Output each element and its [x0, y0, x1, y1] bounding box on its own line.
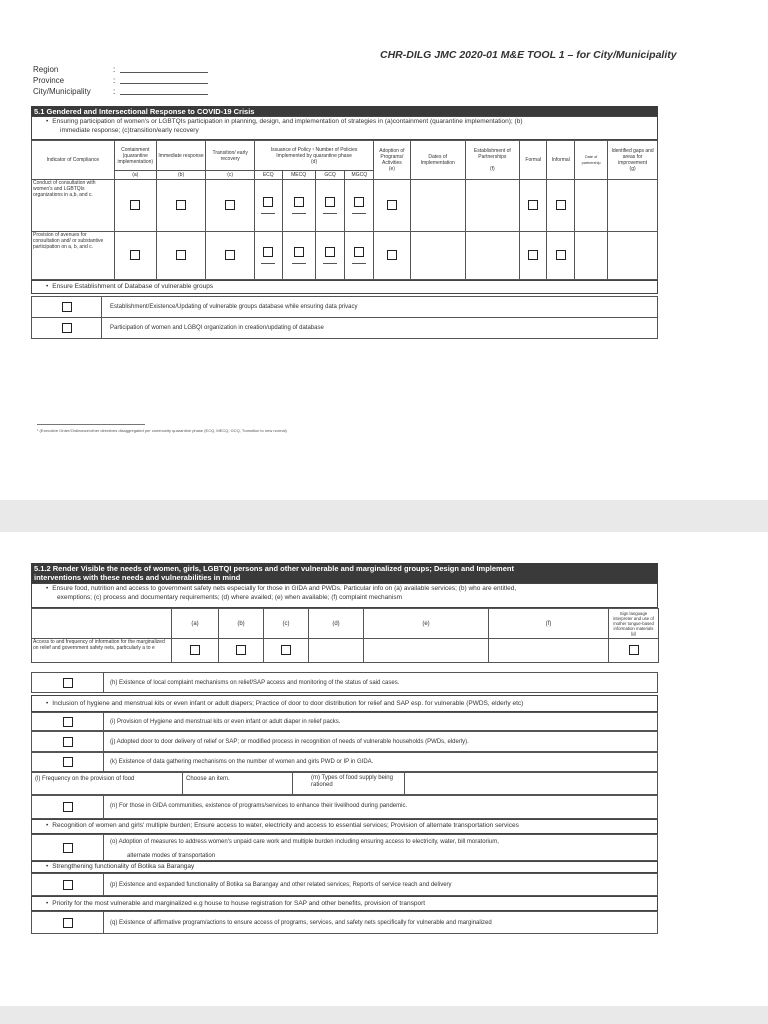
cell [374, 180, 410, 232]
city-field[interactable] [120, 94, 208, 95]
checkbox[interactable] [387, 250, 397, 260]
section-title-line2: interventions with these needs and vulnerabilities in mind [34, 573, 241, 582]
checkbox[interactable] [629, 645, 639, 655]
cell [519, 180, 547, 232]
form-page-1 [0, 0, 768, 500]
cell [547, 180, 575, 232]
checkbox[interactable] [63, 843, 73, 853]
header-adoption-letter: (e) [388, 166, 395, 172]
checkbox[interactable] [63, 678, 73, 688]
food-info-table [31, 608, 659, 663]
cell [156, 232, 206, 280]
item-o-text: (o) Adoption of measures to address women's unpaid care work and multiple burden including ensuring access to electricity, water, bill moratorium, [110, 839, 499, 845]
checkbox[interactable] [556, 250, 566, 260]
item-i-text: (i) Provision of Hygiene and menstrual kits or even infant or adult diaper in relief packs. [110, 719, 341, 725]
checkbox[interactable] [63, 757, 73, 767]
checklist-item-q [31, 911, 658, 934]
checkbox-cell [32, 732, 104, 751]
row-label-avenues: Provision of avenues for consultation and/ or substantive participation on a, b, and c. [32, 232, 115, 280]
header-date-partnership: Date of partnership [575, 141, 608, 180]
section-title [31, 563, 658, 583]
header-e: (e) [364, 609, 489, 639]
cell [206, 180, 255, 232]
form-page-2 [0, 532, 768, 1006]
database-item [31, 317, 658, 339]
cell [172, 639, 219, 663]
checkbox[interactable] [294, 197, 304, 207]
header-immediate: Immediate response [156, 141, 206, 171]
cell [254, 180, 282, 232]
table-row [32, 180, 658, 232]
checkbox[interactable] [130, 250, 140, 260]
checkbox[interactable] [63, 802, 73, 812]
checkbox-cell [32, 874, 104, 895]
m-label: (m) Types of food supply being rationed [292, 773, 402, 794]
table-row [32, 639, 659, 663]
header-partnerships-text: Establishment of Partnerships [473, 148, 511, 160]
checkbox[interactable] [325, 247, 335, 257]
cell [345, 232, 374, 280]
cell [206, 232, 255, 280]
checklist-item-i [31, 712, 658, 731]
header-gaps-text: Identified gaps and areas for improvement [611, 148, 654, 166]
compliance-table [31, 140, 658, 280]
checkbox[interactable] [176, 250, 186, 260]
header-policy [254, 141, 373, 171]
header-policy-letter: (d) [311, 158, 318, 165]
checkbox[interactable] [325, 197, 335, 207]
checkbox-cell [32, 673, 104, 692]
header-informal: Informal [547, 141, 575, 180]
checklist-item-o [31, 834, 658, 861]
checklist-item-p [31, 873, 658, 896]
checkbox[interactable] [225, 200, 235, 210]
checkbox[interactable] [354, 197, 364, 207]
database-item [31, 296, 658, 318]
letter-c: (c) [206, 171, 255, 180]
checkbox[interactable] [263, 247, 273, 257]
header-gcq: GCQ [315, 171, 345, 180]
header-ecq: ECQ [254, 171, 282, 180]
colon: : [113, 87, 116, 96]
header-gaps [608, 141, 658, 180]
cell [282, 180, 315, 232]
checkbox[interactable] [387, 200, 397, 210]
food-frequency-row [31, 772, 658, 795]
cell[interactable] [608, 232, 658, 280]
cell[interactable] [575, 180, 608, 232]
item-h-text: (h) Existence of local complaint mechanisms on relief/SAP access and monitoring of the status of said cases. [110, 680, 400, 686]
section-title: 5.1 Gendered and Intersectional Response to COVID-19 Crisis [31, 106, 658, 117]
blank-line[interactable] [352, 213, 366, 214]
checkbox[interactable] [63, 880, 73, 890]
checkbox[interactable] [63, 918, 73, 928]
item-n-text: (n) For those in GIDA communities, existence of programs/services to enhance their livelihood during pandemic. [110, 803, 408, 809]
cell [519, 232, 547, 280]
food-types-field[interactable] [404, 773, 659, 794]
header-transition: Transition/ early recovery [206, 141, 255, 171]
item-k-text: (k) Existence of data gathering mechanisms on the number of women and girls PWD or IP in GIDA. [110, 759, 374, 765]
document-title: CHR-DILG JMC 2020-01 M&E TOOL 1 – for City/Municipality [380, 49, 677, 61]
letter-a: (a) [114, 171, 156, 180]
cell [315, 180, 345, 232]
cell [114, 180, 156, 232]
header-mecq: MECQ [282, 171, 315, 180]
header-b: (b) [219, 609, 264, 639]
header-g-letter: (g) [630, 631, 637, 636]
row-label-access: Access to and frequency of information for the marginalized on relief and government safety nets, particularly a to e [32, 639, 172, 663]
footnote: ¹ (Executive Order/Ordinance/other directives disaggregated per community quarantine phase (ECQ, MECQ, GCQ, Transition to new normal) [37, 428, 287, 433]
colon: : [113, 76, 116, 85]
header-dates: Dates of Implementation [410, 141, 465, 180]
item-o-text-cont: alternate modes of transportation [127, 853, 216, 859]
cell[interactable] [608, 180, 658, 232]
header-partnerships-letter: (f) [489, 166, 495, 172]
blank-line[interactable] [352, 263, 366, 264]
header-containment: Containment (quarantine implementation) [114, 141, 156, 171]
l-label: (l) Frequency on the provision of food [35, 776, 135, 782]
food-frequency-dropdown[interactable]: Choose an item. [182, 773, 230, 794]
checkbox[interactable] [225, 250, 235, 260]
header-g-text: Sign language interpreter and use of mother tongue-based information materials [613, 611, 654, 631]
blank-line[interactable] [292, 263, 306, 264]
cell [254, 232, 282, 280]
bullet-participation-cont: immediate response; (c)transition/early recovery [60, 127, 199, 134]
cell [345, 180, 374, 232]
item-j-text: (j) Adopted door to door delivery of relief or SAP; or modified process in recognition of needs of vulnerable households (PWDs, elderly). [110, 739, 469, 745]
checkbox[interactable] [190, 645, 200, 655]
bullet-food-cont: exemptions; (c) process and documentary requirements; (d) where availed; (e) when available; (f) complaint mechanism [57, 594, 403, 601]
checkbox-cell [32, 297, 102, 317]
header-policy-text: Issuance of Policy ¹ Number of Policies Implemented by quarantine phase [270, 146, 358, 159]
header-d: (d) [309, 609, 364, 639]
cell [264, 639, 309, 663]
header-gaps-letter: (g) [629, 166, 636, 172]
colon: : [113, 65, 116, 74]
blank-line[interactable] [323, 213, 337, 214]
checkbox[interactable] [263, 197, 273, 207]
checklist-item-k [31, 752, 658, 772]
checkbox[interactable] [62, 323, 72, 333]
checkbox[interactable] [556, 200, 566, 210]
bullet-food: • Ensure food, nutrition and access to government safety nets especially for those in GIDA and PWDs. Particular info on (a) available services; (b) who are entitled, [46, 585, 656, 593]
item-p-text: (p) Existence and expanded functionality of Botika sa Barangay and other related services; Reports of service reach and delivery [110, 882, 452, 888]
checkbox[interactable] [62, 302, 72, 312]
checkbox[interactable] [176, 200, 186, 210]
checkbox[interactable] [63, 717, 73, 727]
header-formal: Formal [519, 141, 547, 180]
footnote-divider [37, 424, 145, 425]
checkbox[interactable] [63, 737, 73, 747]
table-row [32, 232, 658, 280]
cell [315, 232, 345, 280]
checklist-item-h [31, 672, 658, 693]
cell [114, 232, 156, 280]
bullet-hygiene: • Inclusion of hygiene and menstrual kits or even infant or adult diapers; Practice of door to door distribution for relief and SAP esp. for vulnerable (PWDS, elderly etc) [46, 700, 523, 708]
header-partnerships [465, 141, 519, 180]
header-adoption-text: Adoption of Programs/ Activities [379, 148, 405, 166]
blank-line[interactable] [261, 263, 275, 264]
cell[interactable] [309, 639, 364, 663]
header-g [609, 609, 659, 639]
checkbox-cell [32, 796, 104, 818]
cell [547, 232, 575, 280]
row-label-consultation: Conduct of consultation with women's and LGBTQIs organizations in a,b, and c. [32, 180, 115, 232]
cell[interactable] [575, 232, 608, 280]
cell[interactable] [364, 639, 489, 663]
checklist-item-n [31, 795, 658, 819]
bullet-participation: • Ensuring participation of women's or LGBTQIs participation in planning, design, and implementation of strategies in (a)containment (quarantine implementation); (b) [46, 118, 656, 126]
cell[interactable] [465, 180, 519, 232]
city-label: City/Municipality [33, 87, 91, 96]
database-item-text: Participation of women and LGBQI organization in creation/updating of database [110, 325, 324, 331]
region-label: Region [33, 65, 59, 74]
checkbox-cell [32, 912, 104, 933]
checkbox-cell [32, 713, 104, 730]
checkbox[interactable] [354, 247, 364, 257]
cell[interactable] [410, 180, 465, 232]
checkbox-cell [32, 318, 102, 338]
header-indicator: Indicator of Compliance [32, 141, 115, 180]
checkbox-cell [32, 753, 104, 771]
checkbox[interactable] [528, 250, 538, 260]
database-item-text: Establishment/Existence/Updating of vulnerable groups database while ensuring data privacy [110, 304, 358, 310]
page-gap [0, 500, 768, 532]
cell[interactable] [465, 232, 519, 280]
bullet-priority: • Priority for the most vulnerable and marginalized e.g house to house registration for SAP and other benefits, provision of transport [46, 900, 425, 908]
blank-line[interactable] [323, 263, 337, 264]
header-c: (c) [264, 609, 309, 639]
checkbox[interactable] [281, 645, 291, 655]
section-title-line1: 5.1.2 Render Visible the needs of women, girls, LGBTQI persons and other vulnerable and marginalized groups; Design and Implement [34, 564, 514, 573]
cell [219, 639, 264, 663]
letter-b: (b) [156, 171, 206, 180]
blank-line[interactable] [292, 213, 306, 214]
bullet-burden: • Recognition of women and girls' multiple burden; Ensure access to water, electricity and access to essential services; Provision of alternate transportation services [46, 822, 519, 830]
checkbox[interactable] [294, 247, 304, 257]
checkbox[interactable] [528, 200, 538, 210]
header-a: (a) [172, 609, 219, 639]
cell [156, 180, 206, 232]
province-field[interactable] [120, 83, 208, 84]
cell [609, 639, 659, 663]
cell [32, 609, 172, 639]
checkbox[interactable] [130, 200, 140, 210]
province-label: Province [33, 76, 65, 85]
region-field[interactable] [120, 72, 208, 73]
header-adoption [374, 141, 410, 180]
checkbox-cell [32, 835, 104, 860]
cell [374, 232, 410, 280]
blank-line[interactable] [261, 213, 275, 214]
header-mgcq: MGCQ [345, 171, 374, 180]
cell [282, 232, 315, 280]
cell[interactable] [489, 639, 609, 663]
item-q-text: (q) Existence of affirmative program/actions to ensure access of programs, services, and safety nets specifically for vulnerable and marginalized [110, 920, 492, 926]
checkbox[interactable] [236, 645, 246, 655]
cell[interactable] [410, 232, 465, 280]
checklist-item-j [31, 731, 658, 752]
bullet-botika: • Strengthening functionality of Botika sa Barangay [46, 863, 194, 871]
header-f: (f) [489, 609, 609, 639]
bullet-database: • Ensure Establishment of Database of vulnerable groups [46, 283, 213, 291]
page-gap [0, 1006, 768, 1024]
